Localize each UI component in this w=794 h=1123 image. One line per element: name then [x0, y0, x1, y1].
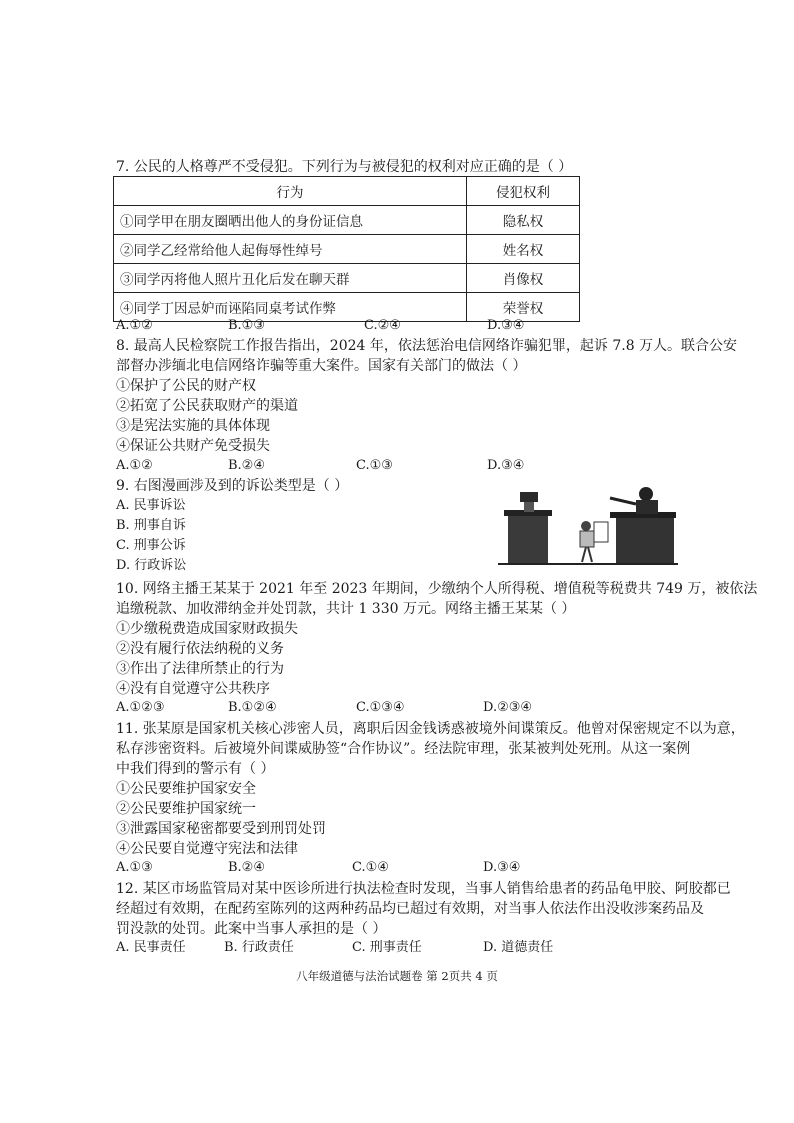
q7-option-a: A.①②: [116, 318, 153, 333]
q7-stem: 7. 公民的人格尊严不受侵犯。下列行为与被侵犯的权利对应正确的是（ ）: [116, 159, 573, 175]
q11-option-d: D.③④: [483, 860, 521, 875]
table-header-row: [114, 177, 580, 206]
q10-item: ①少缴税费造成国家财政损失: [116, 621, 298, 637]
q10-option-d: D.②③④: [483, 700, 533, 715]
q12-stem-line: 罚没款的处罚。此案中当事人承担的是（ ）: [116, 921, 387, 937]
table-cell: 肖像权: [467, 264, 580, 293]
q9-option-b: B. 刑事自诉: [116, 518, 186, 533]
q11-stem-line: 私存涉密资料。后被境外间谍威胁签“合作协议”。经法院审理，张某被判处死刑。从这一案例: [116, 741, 691, 757]
q11-option-b: B.②④: [228, 860, 265, 875]
courtroom-cartoon-icon: [498, 484, 678, 566]
q11-option-a: A.①③: [116, 860, 153, 875]
q8-option-a: A.①②: [116, 458, 153, 473]
q9-option-d: D. 行政诉讼: [116, 558, 187, 573]
q12-option-b: B. 行政责任: [224, 940, 294, 955]
table-cell: ③同学丙将他人照片丑化后发在聊天群: [114, 264, 467, 293]
q10-option-b: B.①②④: [228, 700, 277, 715]
page-footer: 八年级道德与法治试题卷 第 2页共 4 页: [296, 969, 498, 983]
q10-item: ③作出了法律所禁止的行为: [116, 661, 284, 677]
q12-stem-line: 12. 某区市场监管局对某中医诊所进行执法检查时发现，当事人销售给患者的药品龟甲胶、阿胶都已: [116, 881, 731, 897]
q8-stem-line: 8. 最高人民检察院工作报告指出，2024 年，依法惩治电信网络诈骗犯罪，起诉 7.8 万人。联合公安: [116, 338, 738, 354]
q9-option-c: C. 刑事公诉: [116, 538, 186, 553]
q12-option-d: D. 道德责任: [483, 940, 554, 955]
table-header-right: 侵犯权利: [467, 177, 580, 206]
q11-stem-line: 11. 张某原是国家机关核心涉密人员，离职后因金钱诱惑被境外间谍策反。他曾对保密规定不以为意，: [116, 721, 745, 737]
q8-stem-line: 部督办涉缅北电信网络诈骗等重大案件。国家有关部门的做法（ ）: [116, 358, 527, 374]
q10-item: ④没有自觉遵守公共秩序: [116, 681, 270, 697]
q8-option-d: D.③④: [487, 458, 525, 473]
table-cell: ②同学乙经常给他人起侮辱性绰号: [114, 235, 467, 264]
q8-option-b: B.②④: [228, 458, 265, 473]
q9-option-a: A. 民事诉讼: [116, 498, 186, 513]
q9-stem: 9. 右图漫画涉及到的诉讼类型是（ ）: [116, 478, 349, 494]
q7-option-c: C.②④: [364, 318, 401, 333]
table-cell: ④同学丁因忌妒而诬陷同桌考试作弊: [114, 293, 467, 322]
q11-item: ②公民要维护国家统一: [116, 801, 256, 817]
q11-item: ③泄露国家秘密都要受到刑罚处罚: [116, 821, 326, 837]
table-row: [114, 235, 580, 264]
table-row: [114, 206, 580, 235]
q11-item: ④公民要自觉遵守宪法和法律: [116, 841, 298, 857]
q10-item: ②没有履行依法纳税的义务: [116, 641, 284, 657]
table-header-behavior: 行为: [114, 177, 467, 206]
table-row: [114, 264, 580, 293]
q12-option-a: A. 民事责任: [116, 940, 186, 955]
q12-stem-line: 经超过有效期，在配药室陈列的这两种药品均已超过有效期，对当事人依法作出没收涉案药品及: [116, 901, 704, 917]
q12-option-c: C. 刑事责任: [352, 940, 422, 955]
q8-option-c: C.①③: [356, 458, 393, 473]
table-cell: 荣誉权: [467, 293, 580, 322]
q10-stem-line: 追缴税款、加收滞纳金并处罚款，共计 1 330 万元。网络主播王某某（ ）: [116, 601, 576, 617]
q10-stem-line: 10. 网络主播王某某于 2021 年至 2023 年期间，少缴纳个人所得税、增值税等税费共 749 万，被依法: [116, 581, 758, 597]
rights-table: [113, 176, 580, 322]
table-cell: 隐私权: [467, 206, 580, 235]
q8-item: ③是宪法实施的具体体现: [116, 418, 270, 434]
table-cell: ①同学甲在朋友圈晒出他人的身份证信息: [114, 206, 467, 235]
q10-option-c: C.①③④: [356, 700, 405, 715]
q11-stem-line: 中我们得到的警示有（ ）: [116, 761, 275, 777]
q7-option-d: D.③④: [487, 318, 525, 333]
q11-item: ①公民要维护国家安全: [116, 781, 256, 797]
q11-option-c: C.①④: [352, 860, 389, 875]
q8-item: ②拓宽了公民获取财产的渠道: [116, 398, 298, 414]
table-cell: 姓名权: [467, 235, 580, 264]
q10-option-a: A.①②③: [116, 700, 165, 715]
q8-item: ④保证公共财产免受损失: [116, 438, 270, 454]
q7-option-b: B.①③: [228, 318, 265, 333]
q8-item: ①保护了公民的财产权: [116, 378, 256, 394]
